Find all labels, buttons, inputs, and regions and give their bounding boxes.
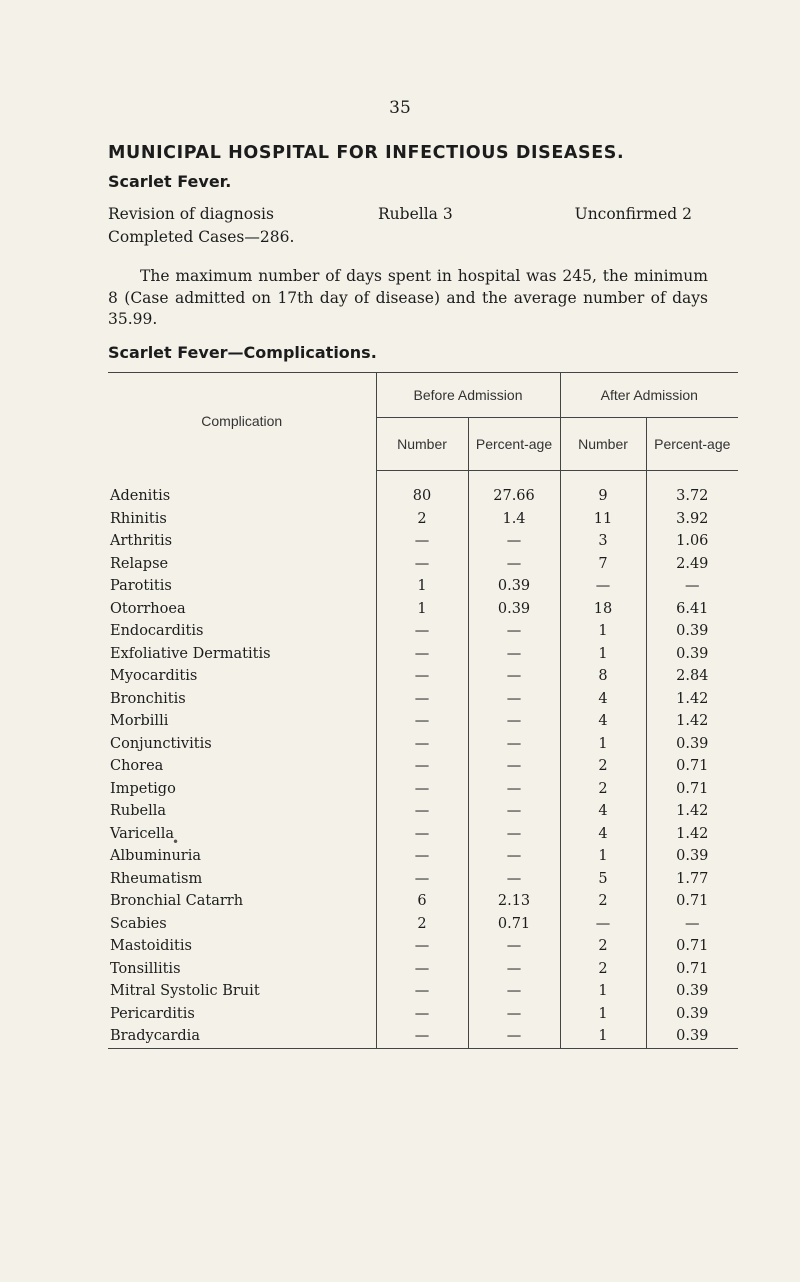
after-number-cell: 4 bbox=[560, 800, 646, 823]
header-before-percentage: Percent-age bbox=[468, 418, 560, 471]
after-percent-cell: 1.42 bbox=[646, 800, 738, 823]
before-percent-cell: 27.66 bbox=[468, 471, 560, 508]
after-percent-cell: 1.77 bbox=[646, 868, 738, 891]
before-number-cell: — bbox=[376, 845, 468, 868]
after-percent-cell: 1.06 bbox=[646, 530, 738, 553]
before-percent-cell: — bbox=[468, 530, 560, 553]
table-row bbox=[108, 823, 738, 846]
table-row bbox=[108, 598, 738, 621]
before-number-cell: — bbox=[376, 665, 468, 688]
table-row bbox=[108, 958, 738, 981]
after-percent-cell: — bbox=[646, 575, 738, 598]
complication-name: Bronchitis bbox=[110, 690, 186, 707]
page-title: MUNICIPAL HOSPITAL FOR INFECTIOUS DISEASES. bbox=[108, 143, 625, 163]
before-percent-cell: 0.39 bbox=[468, 575, 560, 598]
after-percent-cell: 3.72 bbox=[646, 471, 738, 508]
complication-name: Conjunctivitis bbox=[110, 735, 212, 752]
table-row bbox=[108, 913, 738, 936]
after-percent-cell: 1.42 bbox=[646, 823, 738, 846]
after-percent-cell: 0.71 bbox=[646, 935, 738, 958]
before-number-cell: 6 bbox=[376, 890, 468, 913]
before-percent-cell: — bbox=[468, 710, 560, 733]
after-number-cell: — bbox=[560, 913, 646, 936]
after-percent-cell: 0.71 bbox=[646, 890, 738, 913]
after-number-cell: 11 bbox=[560, 508, 646, 531]
before-number-cell: — bbox=[376, 935, 468, 958]
before-number-cell: — bbox=[376, 530, 468, 553]
before-percent-cell: — bbox=[468, 868, 560, 891]
complication-name: Pericarditis bbox=[110, 1005, 195, 1022]
before-number-cell: — bbox=[376, 553, 468, 576]
table-row bbox=[108, 575, 738, 598]
before-percent-cell: — bbox=[468, 688, 560, 711]
after-percent-cell: 0.39 bbox=[646, 643, 738, 666]
complication-name: Scabies bbox=[110, 915, 167, 932]
table-row bbox=[108, 688, 738, 711]
header-before-number: Number bbox=[376, 418, 468, 471]
before-number-cell: — bbox=[376, 710, 468, 733]
before-number-cell: 80 bbox=[376, 471, 468, 508]
after-percent-cell: 0.71 bbox=[646, 958, 738, 981]
after-number-cell: 2 bbox=[560, 755, 646, 778]
after-percent-cell: 3.92 bbox=[646, 508, 738, 531]
before-percent-cell: — bbox=[468, 1025, 560, 1048]
before-percent-cell: — bbox=[468, 823, 560, 846]
table-row bbox=[108, 890, 738, 913]
before-number-cell: — bbox=[376, 800, 468, 823]
after-number-cell: — bbox=[560, 575, 646, 598]
hospital-stay-paragraph: The maximum number of days spent in hospital was 245, the minimum 8 (Case admitted on 17th day of disease) and the average number of days 35.99. bbox=[108, 267, 708, 328]
before-number-cell: — bbox=[376, 958, 468, 981]
before-percent-cell: — bbox=[468, 665, 560, 688]
before-number-cell: — bbox=[376, 643, 468, 666]
after-number-cell: 3 bbox=[560, 530, 646, 553]
complication-name: Endocarditis bbox=[110, 623, 204, 640]
complication-name: Mastoiditis bbox=[110, 938, 192, 955]
after-number-cell: 7 bbox=[560, 553, 646, 576]
revision-unconfirmed: Unconfirmed 2 bbox=[574, 205, 692, 223]
after-percent-cell: 0.39 bbox=[646, 620, 738, 643]
complications-table-body bbox=[108, 471, 738, 1049]
complication-name: Relapse bbox=[110, 555, 169, 572]
table-row bbox=[108, 800, 738, 823]
after-number-cell: 1 bbox=[560, 980, 646, 1003]
table-row bbox=[108, 845, 738, 868]
after-number-cell: 4 bbox=[560, 710, 646, 733]
table-row bbox=[108, 643, 738, 666]
after-percent-cell: 0.39 bbox=[646, 845, 738, 868]
complication-name: Morbilli bbox=[110, 713, 169, 730]
after-percent-cell: 0.39 bbox=[646, 733, 738, 756]
complication-name: Myocarditis bbox=[110, 668, 198, 685]
complication-name: Impetigo bbox=[110, 780, 176, 797]
table-row bbox=[108, 1025, 738, 1048]
before-percent-cell: 1.4 bbox=[468, 508, 560, 531]
table-row bbox=[108, 733, 738, 756]
complication-name: Rheumatism bbox=[110, 870, 203, 887]
after-number-cell: 4 bbox=[560, 688, 646, 711]
before-percent-cell: 0.39 bbox=[468, 598, 560, 621]
before-percent-cell: 0.71 bbox=[468, 913, 560, 936]
after-number-cell: 2 bbox=[560, 958, 646, 981]
table-title: Scarlet Fever—Complications. bbox=[108, 343, 377, 362]
after-percent-cell: 1.42 bbox=[646, 688, 738, 711]
after-percent-cell: 2.49 bbox=[646, 553, 738, 576]
table-row bbox=[108, 778, 738, 801]
complication-name: Mitral Systolic Bruit bbox=[110, 983, 260, 1000]
after-number-cell: 9 bbox=[560, 471, 646, 508]
complication-name: Rubella bbox=[110, 803, 167, 820]
complication-name: Bronchial Catarrh bbox=[110, 893, 244, 910]
after-percent-cell: — bbox=[646, 913, 738, 936]
after-number-cell: 1 bbox=[560, 1003, 646, 1026]
complication-name: Parotitis bbox=[110, 578, 172, 595]
header-after-percentage: Percent-age bbox=[646, 418, 738, 471]
before-number-cell: — bbox=[376, 868, 468, 891]
after-number-cell: 2 bbox=[560, 890, 646, 913]
table-row bbox=[108, 553, 738, 576]
before-percent-cell: — bbox=[468, 778, 560, 801]
revision-label: Revision of diagnosis bbox=[108, 205, 274, 223]
after-number-cell: 2 bbox=[560, 778, 646, 801]
before-number-cell: 1 bbox=[376, 598, 468, 621]
after-percent-cell: 0.39 bbox=[646, 1003, 738, 1026]
before-percent-cell: — bbox=[468, 733, 560, 756]
after-number-cell: 1 bbox=[560, 733, 646, 756]
complication-name: Otorrhoea bbox=[110, 600, 186, 617]
after-number-cell: 8 bbox=[560, 665, 646, 688]
after-percent-cell: 0.39 bbox=[646, 980, 738, 1003]
after-number-cell: 1 bbox=[560, 643, 646, 666]
table-row bbox=[108, 665, 738, 688]
after-percent-cell: 0.71 bbox=[646, 755, 738, 778]
before-percent-cell: — bbox=[468, 935, 560, 958]
revision-rubella: Rubella 3 bbox=[378, 205, 453, 223]
table-row bbox=[108, 868, 738, 891]
complications-table-container bbox=[108, 372, 738, 1049]
before-number-cell: — bbox=[376, 733, 468, 756]
complication-name: Exfoliative Dermatitis bbox=[110, 645, 271, 662]
completed-cases: Completed Cases—286. bbox=[108, 228, 295, 246]
header-after-admission: After Admission bbox=[560, 373, 738, 418]
header-after-number: Number bbox=[560, 418, 646, 471]
after-number-cell: 18 bbox=[560, 598, 646, 621]
before-percent-cell: — bbox=[468, 800, 560, 823]
before-percent-cell: — bbox=[468, 643, 560, 666]
table-row bbox=[108, 471, 738, 508]
complications-table bbox=[108, 372, 738, 1049]
after-percent-cell: 0.39 bbox=[646, 1025, 738, 1048]
before-percent-cell: — bbox=[468, 958, 560, 981]
header-row-groups bbox=[108, 373, 738, 418]
table-row bbox=[108, 755, 738, 778]
after-percent-cell: 0.71 bbox=[646, 778, 738, 801]
before-percent-cell: — bbox=[468, 980, 560, 1003]
before-number-cell: 1 bbox=[376, 575, 468, 598]
after-number-cell: 2 bbox=[560, 935, 646, 958]
before-percent-cell: 2.13 bbox=[468, 890, 560, 913]
complication-name: Chorea bbox=[110, 758, 164, 775]
table-row bbox=[108, 935, 738, 958]
complication-name: Albuminuria bbox=[110, 848, 202, 865]
before-number-cell: — bbox=[376, 1003, 468, 1026]
complication-name: Arthritis bbox=[110, 533, 173, 550]
bullet-mark: • bbox=[172, 835, 180, 849]
table-row bbox=[108, 1003, 738, 1026]
before-number-cell: — bbox=[376, 755, 468, 778]
before-percent-cell: — bbox=[468, 845, 560, 868]
after-number-cell: 1 bbox=[560, 845, 646, 868]
before-percent-cell: — bbox=[468, 755, 560, 778]
section-subtitle: Scarlet Fever. bbox=[108, 172, 232, 191]
before-number-cell: — bbox=[376, 1025, 468, 1048]
before-percent-cell: — bbox=[468, 1003, 560, 1026]
table-row bbox=[108, 530, 738, 553]
after-number-cell: 4 bbox=[560, 823, 646, 846]
before-percent-cell: — bbox=[468, 620, 560, 643]
before-number-cell: 2 bbox=[376, 913, 468, 936]
after-percent-cell: 2.84 bbox=[646, 665, 738, 688]
complication-name: Varicella bbox=[110, 825, 174, 842]
after-number-cell: 1 bbox=[560, 1025, 646, 1048]
before-number-cell: 2 bbox=[376, 508, 468, 531]
complication-name: Adenitis bbox=[110, 488, 171, 504]
page-number: 35 bbox=[389, 98, 411, 118]
before-number-cell: — bbox=[376, 778, 468, 801]
header-complication: Complication bbox=[108, 373, 376, 471]
before-number-cell: — bbox=[376, 823, 468, 846]
before-number-cell: — bbox=[376, 620, 468, 643]
table-row bbox=[108, 508, 738, 531]
after-number-cell: 1 bbox=[560, 620, 646, 643]
after-percent-cell: 6.41 bbox=[646, 598, 738, 621]
table-row bbox=[108, 980, 738, 1003]
after-number-cell: 5 bbox=[560, 868, 646, 891]
before-percent-cell: — bbox=[468, 553, 560, 576]
after-percent-cell: 1.42 bbox=[646, 710, 738, 733]
header-before-admission: Before Admission bbox=[376, 373, 560, 418]
table-row bbox=[108, 710, 738, 733]
before-number-cell: — bbox=[376, 980, 468, 1003]
table-row bbox=[108, 620, 738, 643]
before-number-cell: — bbox=[376, 688, 468, 711]
complication-name: Rhinitis bbox=[110, 510, 167, 527]
complication-name: Tonsillitis bbox=[110, 960, 181, 977]
complication-name: Bradycardia bbox=[108, 1025, 376, 1048]
